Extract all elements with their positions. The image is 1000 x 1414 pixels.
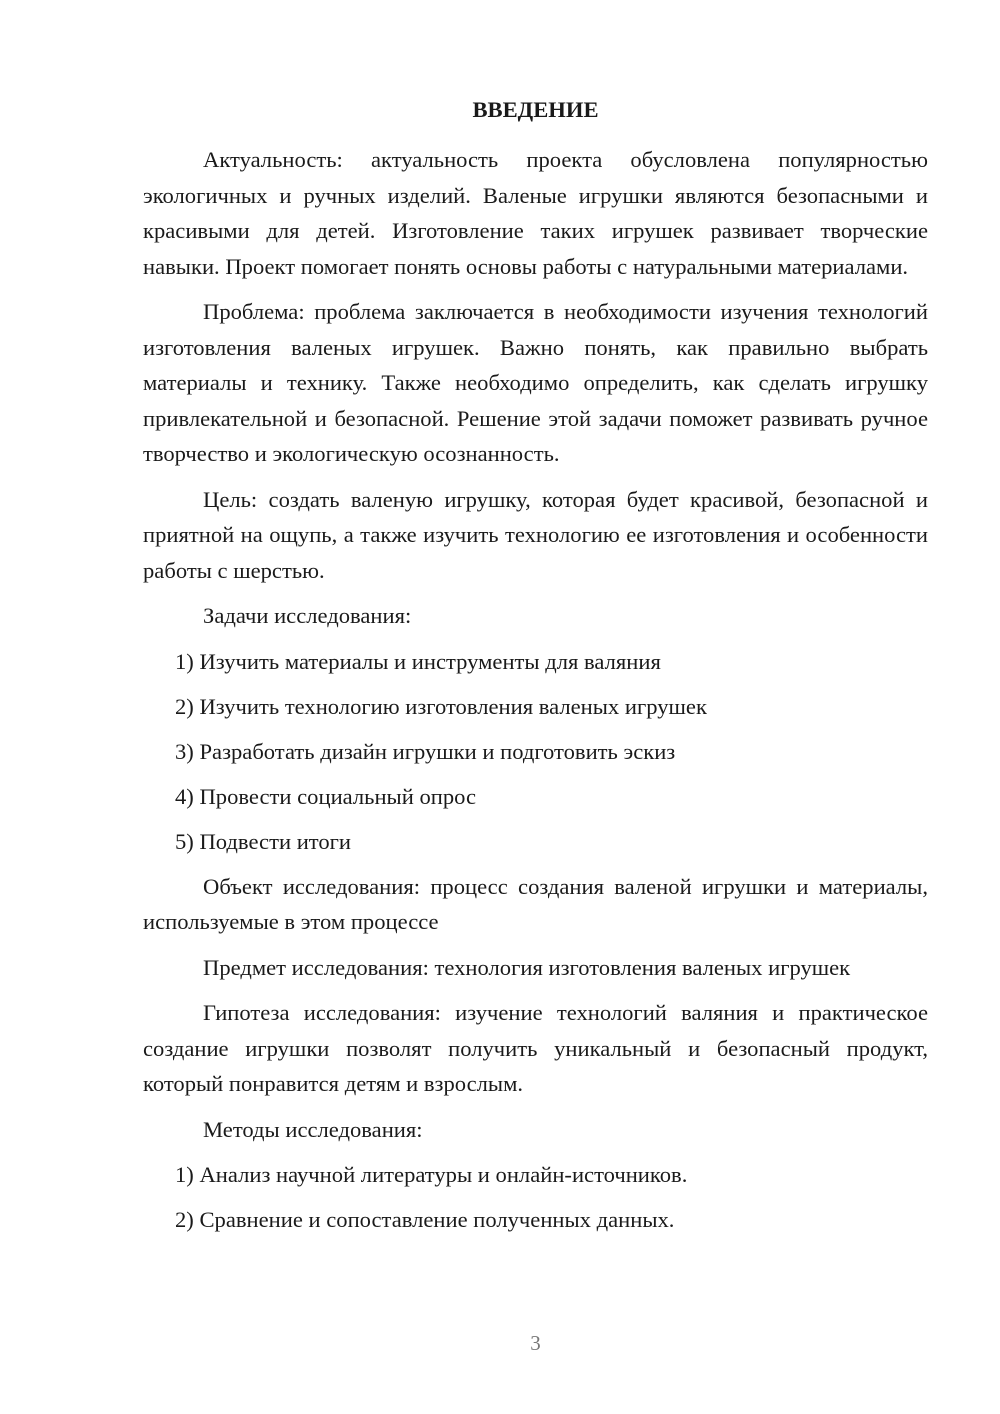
list-item: 2) Сравнение и сопоставление полученных данных. — [175, 1207, 675, 1232]
paragraph-problem: Проблема: проблема заключается в необходимости изучения технологий изготовления валеных игрушек. Важно понять, как правильно выбрать материалы и технику. Также необходимо определить, как сделать игрушку привлекательной и безопасной. Решение этой задачи поможет развивать ручное творчество и экологическую осознанность. — [143, 299, 928, 466]
list-item: 2) Изучить технологию изготовления валеных игрушек — [175, 693, 707, 719]
paragraph-relevance: Актуальность: актуальность проекта обусловлена популярностью экологичных и ручных изделий. Валеные игрушки являются безопасными и красивыми для детей. Изготовление таких игрушек развивает творческие навыки. Проект помогает понять основы работы с натуральными материалами. — [143, 147, 928, 279]
document-body — [143, 142, 928, 1247]
tasks-list — [143, 644, 928, 859]
list-item: 1) Анализ научной литературы и онлайн-источников. — [175, 1162, 688, 1187]
methods-heading: Методы исследования: — [203, 1116, 423, 1142]
list-item: 4) Провести социальный опрос — [175, 783, 477, 809]
list-item: 3) Разработать дизайн игрушки и подготовить эскиз — [175, 738, 676, 764]
methods-list — [143, 1157, 928, 1237]
paragraph-goal: Цель: создать валеную игрушку, которая будет красивой, безопасной и приятной на ощупь, а также изучить технологию ее изготовления и особенности работы с шерстью. — [143, 486, 928, 583]
page-number: 3 — [530, 1331, 541, 1355]
paragraph-subject: Предмет исследования: технология изготовления валеных игрушек — [203, 954, 851, 980]
page-title: ВВЕДЕНИЕ — [472, 97, 599, 122]
list-item: 1) Изучить материалы и инструменты для валяния — [175, 648, 661, 674]
tasks-heading: Задачи исследования: — [203, 603, 412, 628]
paragraph-hypothesis: Гипотеза исследования: изучение технологий валяния и практическое создание игрушки позволят получить уникальный и безопасный продукт, который понравится детям и взрослым. — [143, 1000, 928, 1096]
list-item: 5) Подвести итоги — [175, 828, 352, 854]
paragraph-object: Объект исследования: процесс создания валеной игрушки и материалы, используемые в этом процессе — [143, 873, 928, 934]
